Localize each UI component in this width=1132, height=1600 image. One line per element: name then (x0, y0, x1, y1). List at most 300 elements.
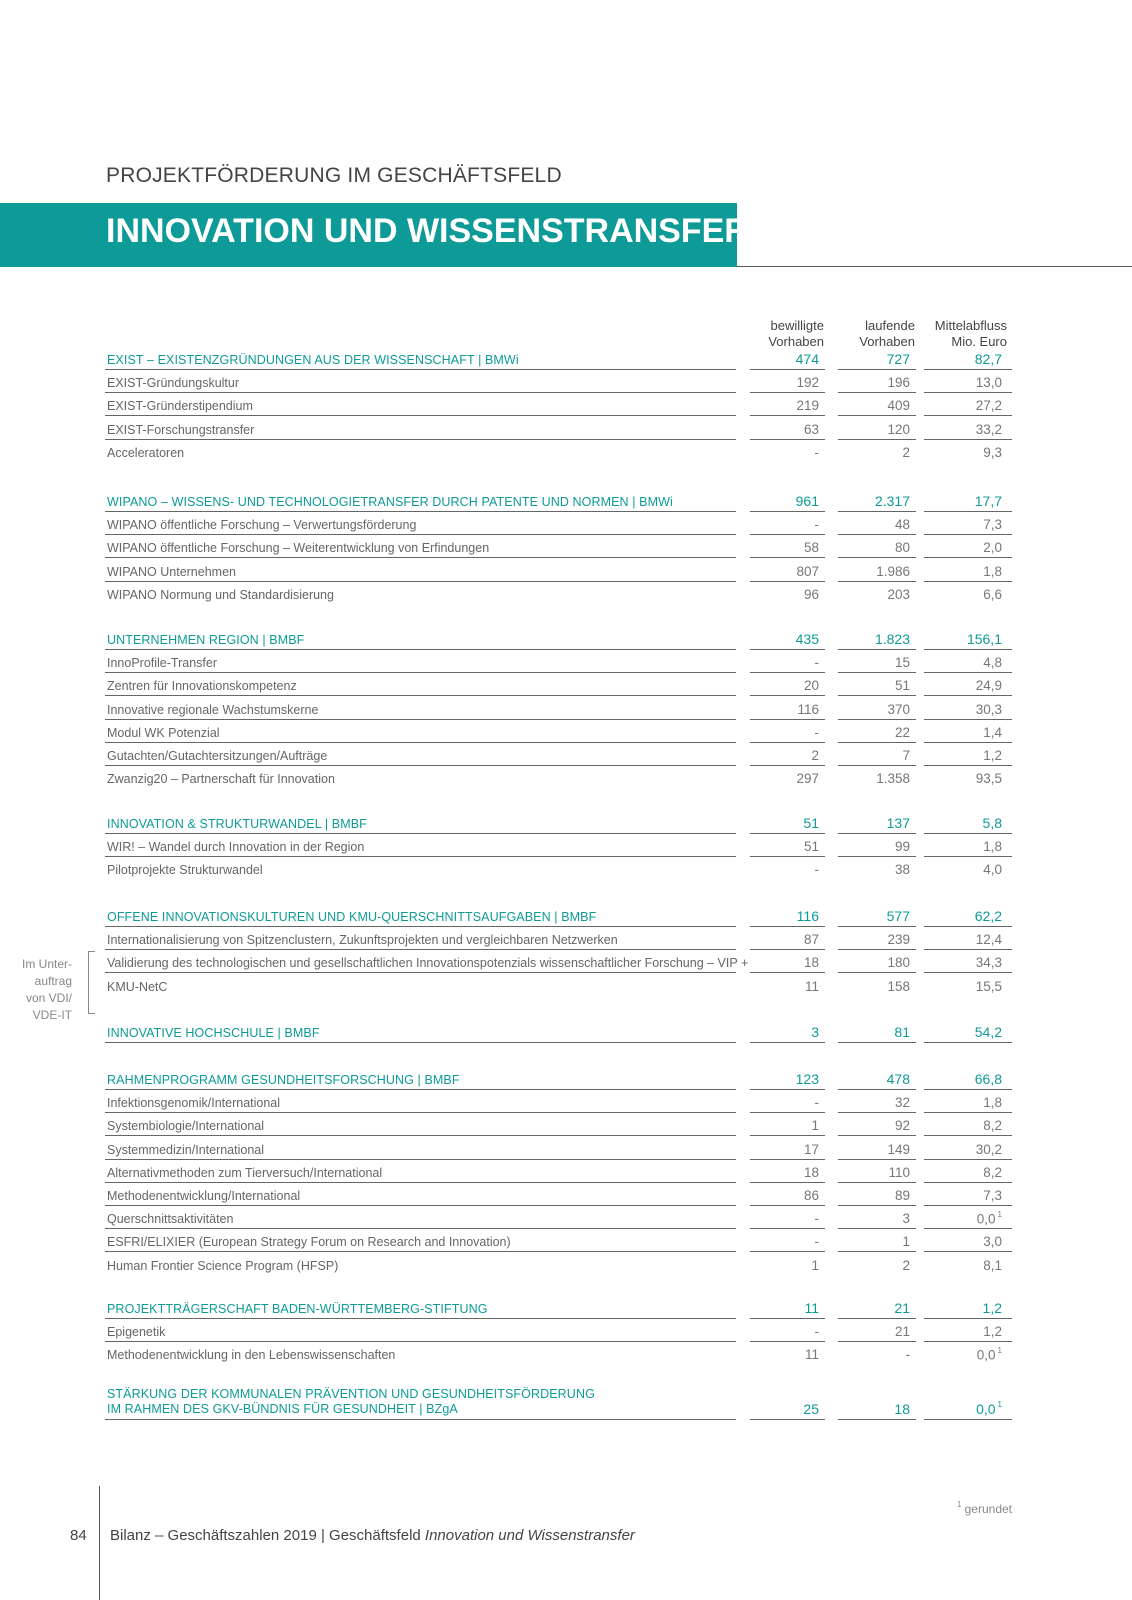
table-row (0, 417, 1132, 440)
table-cell (734, 1142, 819, 1157)
table-cell (825, 564, 910, 579)
table-row (0, 512, 1132, 535)
cell-value: 180 (887, 955, 910, 971)
cell-value: - (814, 1234, 819, 1250)
cell-value: - (814, 1095, 819, 1111)
table-row (0, 834, 1132, 857)
table-cell (734, 1118, 819, 1133)
cell-value: 12,4 (975, 932, 1002, 948)
table-cell (825, 1258, 910, 1273)
table-cell (734, 1347, 819, 1362)
cell-value: 4,8 (983, 655, 1002, 671)
cell-value: 81 (894, 1024, 910, 1040)
table-cell (825, 1211, 910, 1226)
section-total-cell (917, 1024, 1002, 1040)
table-row (0, 1137, 1132, 1160)
table-cell (825, 771, 910, 786)
footnote-text: gerundet (964, 1502, 1012, 1516)
table-cell (825, 932, 910, 947)
cell-value: 3 (811, 1024, 819, 1040)
section-title: EXIST – EXISTENZGRÜNDUNGEN AUS DER WISSENSCHAFT | BMWi (107, 353, 519, 367)
cell-value: - (814, 1324, 819, 1340)
table-cell (734, 422, 819, 437)
cell-rule (750, 1419, 825, 1420)
table-row (0, 370, 1132, 393)
footer-divider (99, 1486, 100, 1600)
section-title-line: STÄRKUNG DER KOMMUNALEN PRÄVENTION UND GESUNDHEITSFÖRDERUNG (107, 1387, 595, 1401)
side-note (10, 956, 72, 1024)
section-total-cell (734, 1300, 819, 1316)
table-cell (917, 1118, 1002, 1133)
cell-value: 409 (887, 398, 910, 414)
table-cell (825, 587, 910, 602)
row-label: WIPANO Unternehmen (107, 564, 236, 579)
table-row (0, 743, 1132, 766)
section-total-cell (734, 1024, 819, 1040)
row-label: WIPANO öffentliche Forschung – Weiterentwicklung von Erfindungen (107, 541, 490, 556)
cell-value: 192 (796, 375, 819, 391)
section-total-cell (734, 1401, 819, 1417)
table-row (0, 673, 1132, 696)
section-total-cell (917, 1300, 1002, 1316)
row-label: Infektionsgenomik/International (107, 1096, 281, 1111)
section-total-cell (825, 908, 910, 924)
table-cell (825, 1324, 910, 1339)
table-cell (734, 375, 819, 390)
section-header-row (0, 904, 1132, 927)
cell-value: 5,8 (982, 815, 1002, 831)
row-label: InnoProfile-Transfer (107, 656, 217, 671)
table-cell (825, 517, 910, 532)
section-title: WIPANO – WISSENS- UND TECHNOLOGIETRANSFER DURCH PATENTE UND NORMEN | BMWi (107, 495, 673, 509)
table-row (0, 1342, 1132, 1365)
table-row (0, 1183, 1132, 1206)
table-row (0, 1113, 1132, 1136)
cell-value: - (905, 1347, 910, 1363)
section-total-cell (734, 908, 819, 924)
cell-value: 9,3 (983, 444, 1002, 460)
cell-value: 807 (796, 563, 819, 579)
table-cell (917, 725, 1002, 740)
row-label: WIPANO öffentliche Forschung – Verwertungsförderung (107, 518, 417, 533)
cell-value: 58 (803, 540, 819, 556)
row-label: Methodenentwicklung in den Lebenswissenschaften (107, 1348, 396, 1363)
table-cell (734, 748, 819, 763)
section-total-cell (917, 493, 1002, 509)
table-cell (917, 540, 1002, 555)
cell-value: 156,1 (966, 631, 1002, 647)
cell-value: 51 (894, 678, 910, 694)
table-cell (734, 1165, 819, 1180)
section-total-cell (825, 1401, 910, 1417)
cell-value: 21 (894, 1324, 910, 1340)
cell-value: 93,5 (975, 771, 1002, 787)
table-cell (917, 702, 1002, 717)
row-label: KMU-NetC (107, 979, 168, 994)
cell-value: 99 (894, 839, 910, 855)
cell-value: 20 (803, 678, 819, 694)
section-header-row (0, 489, 1132, 512)
row-label: EXIST-Gründungskultur (107, 376, 240, 391)
cell-rule (924, 1419, 1012, 1420)
row-label: Methodenentwicklung/International (107, 1189, 301, 1203)
table-cell (917, 932, 1002, 947)
row-label: Pilotprojekte Strukturwandel (107, 863, 263, 878)
cell-value: 21 (894, 1300, 910, 1316)
cell-value: 370 (887, 701, 910, 717)
cell-value: 1,2 (983, 1324, 1002, 1340)
table-cell (825, 839, 910, 854)
section-title: UNTERNEHMEN REGION | BMBF (107, 633, 305, 647)
section-title: PROJEKTTRÄGERSCHAFT BADEN-WÜRTTEMBERG-STIFTUNG (107, 1302, 488, 1316)
cell-value: 2 (811, 748, 819, 763)
table-cell (825, 955, 910, 970)
section-total-cell (917, 908, 1002, 924)
cell-value: - (814, 517, 819, 533)
cell-value: 11 (804, 1300, 819, 1316)
cell-value: 24,9 (975, 678, 1002, 694)
table-cell (825, 1142, 910, 1157)
table-cell (825, 375, 910, 390)
table-cell (825, 1188, 910, 1203)
table-row (0, 440, 1132, 463)
table-row (0, 1160, 1132, 1183)
cell-value: 2.317 (874, 493, 910, 509)
section-total-cell (734, 631, 819, 647)
cell-value: 22 (894, 724, 910, 740)
row-label: Innovative regionale Wachstumskerne (107, 702, 319, 717)
cell-value: 33,2 (975, 421, 1002, 437)
page-number: 84 (70, 1527, 87, 1544)
row-label: Systembiologie/International (107, 1119, 265, 1134)
table-cell (734, 979, 819, 994)
cell-value: 7 (902, 748, 910, 763)
cell-value: 203 (887, 586, 910, 602)
cell-value: 6,6 (983, 586, 1002, 602)
page-title: INNOVATION UND WISSENSTRANSFER (106, 212, 749, 250)
side-note-line: Im Unter- (21, 957, 72, 971)
section-total-cell (734, 1071, 819, 1087)
cell-value: 1,8 (983, 839, 1002, 855)
row-label: Gutachten/Gutachtersitzungen/Aufträge (107, 749, 328, 763)
table-cell (917, 839, 1002, 854)
table-cell (825, 422, 910, 437)
cell-value: 0,0 (976, 1211, 996, 1227)
table-cell (734, 932, 819, 947)
section-title: INNOVATIVE HOCHSCHULE | BMBF (107, 1026, 320, 1040)
table-cell (825, 398, 910, 413)
footnote (930, 1501, 1012, 1516)
cell-value: 116 (797, 701, 819, 717)
cell-value: 17,7 (974, 493, 1002, 509)
cell-value: 1,8 (983, 563, 1002, 579)
section-header-row (0, 811, 1132, 834)
cell-value: 1,4 (983, 724, 1002, 740)
table-cell (917, 979, 1002, 994)
section-title: INNOVATION & STRUKTURWANDEL | BMBF (107, 817, 367, 831)
table-cell (825, 862, 910, 877)
row-label: Acceleratoren (107, 445, 185, 460)
section-header-row (0, 1020, 1132, 1043)
cell-value: 474 (795, 351, 819, 367)
cell-value: 1.986 (876, 563, 910, 579)
section-header-row (0, 1382, 1132, 1420)
row-label: Modul WK Potenzial (107, 725, 220, 740)
cell-value: 54,2 (974, 1024, 1002, 1040)
section-total-cell (917, 815, 1002, 831)
cell-value: 89 (894, 1188, 910, 1203)
side-note-line: von VDI/ (25, 991, 72, 1005)
cell-value: 51 (803, 815, 819, 831)
section-total-cell (917, 631, 1002, 647)
table-cell (917, 1211, 1002, 1227)
table-cell (917, 1234, 1002, 1249)
section-header-row (0, 1296, 1132, 1319)
column-header-line: Vorhaben (859, 334, 915, 349)
cell-value: 3 (902, 1211, 910, 1227)
table-cell (734, 1324, 819, 1339)
cell-value: 2 (902, 444, 910, 460)
row-label: Internationalisierung von Spitzenclustern, Zukunftsprojekten und vergleichbaren Netzwerken (107, 933, 618, 948)
row-label: ESFRI/ELIXIER (European Strategy Forum on Research and Innovation) (107, 1235, 511, 1250)
row-label: Human Frontier Science Program (HFSP) (107, 1258, 339, 1273)
table-row (0, 582, 1132, 605)
table-cell (825, 1165, 910, 1180)
table-row (0, 857, 1132, 880)
cell-value: 1,8 (983, 1095, 1002, 1111)
cell-value: 1.823 (874, 631, 910, 647)
section-total-cell (825, 1024, 910, 1040)
cell-value: - (814, 655, 819, 671)
cell-value: 34,3 (975, 955, 1002, 971)
table-cell (917, 1258, 1002, 1273)
table-cell (917, 1347, 1002, 1363)
cell-value: 435 (795, 631, 819, 647)
column-header-line: Mio. Euro (951, 334, 1007, 349)
section-header-row (0, 1067, 1132, 1090)
cell-value: 82,7 (974, 351, 1002, 367)
table-row (0, 1229, 1132, 1252)
table-cell (734, 862, 819, 877)
table-cell (825, 725, 910, 740)
cell-value: 158 (887, 978, 910, 994)
table-cell (734, 1188, 819, 1203)
footer-text (110, 1527, 635, 1544)
table-cell (917, 564, 1002, 579)
row-rule (105, 1419, 736, 1420)
row-label: Querschnittsaktivitäten (107, 1212, 234, 1227)
table-cell (734, 1234, 819, 1249)
table-row (0, 927, 1132, 950)
cell-value: 62,2 (974, 908, 1002, 924)
cell-value: 1,2 (983, 748, 1002, 763)
cell-value: 1 (902, 1234, 910, 1250)
cell-value: 2,0 (983, 540, 1002, 556)
table-row (0, 1090, 1132, 1113)
cell-value: 219 (796, 398, 819, 414)
cell-value: 15 (894, 655, 910, 671)
column-header-line: laufende (865, 318, 915, 333)
cell-value: 87 (803, 932, 819, 948)
table-cell (734, 955, 819, 970)
cell-value: 92 (894, 1118, 910, 1134)
table-row (0, 766, 1132, 789)
table-cell (734, 678, 819, 693)
column-header-line: Mittelabfluss (934, 318, 1007, 333)
cell-value: - (814, 724, 819, 740)
table-cell (825, 748, 910, 763)
section-total-cell (825, 1071, 910, 1087)
row-label: Systemmedizin/International (107, 1142, 265, 1157)
cell-value: 96 (803, 586, 819, 602)
section-total-cell (734, 815, 819, 831)
table-row (0, 950, 1132, 973)
cell-value: 110 (888, 1164, 910, 1180)
cell-value: 18 (803, 955, 819, 971)
table-row (0, 393, 1132, 416)
table-row (0, 720, 1132, 743)
section-total-cell (825, 815, 910, 831)
table-row (0, 1206, 1132, 1229)
section-title-line: IM RAHMEN DES GKV-BÜNDNIS FÜR GESUNDHEIT | BZgA (107, 1402, 458, 1416)
cell-rule (750, 1042, 825, 1043)
cell-value: 239 (887, 932, 910, 948)
row-label: Zentren für Innovationskompetenz (107, 679, 297, 694)
table-row (0, 1319, 1132, 1342)
cell-value: 0,0 (976, 1401, 996, 1417)
cell-value: 18 (803, 1164, 819, 1180)
table-cell (917, 1324, 1002, 1339)
cell-value: 48 (894, 517, 910, 533)
row-label: WIR! – Wandel durch Innovation in der Region (107, 840, 365, 855)
table-cell (734, 445, 819, 460)
table-cell (734, 564, 819, 579)
cell-value: 8,2 (983, 1118, 1002, 1134)
section-total-cell (825, 631, 910, 647)
side-note-bracket (88, 951, 95, 1014)
cell-value: 196 (887, 375, 910, 391)
row-label: Alternativmethoden zum Tierversuch/International (107, 1165, 383, 1180)
table-row (0, 697, 1132, 720)
cell-value: 1 (811, 1257, 819, 1273)
row-label: EXIST-Gründerstipendium (107, 399, 253, 414)
table-cell (734, 839, 819, 854)
table-cell (825, 445, 910, 460)
table-cell (917, 517, 1002, 532)
footnote-mark: 1 (956, 1500, 962, 1509)
cell-value: 0,0 (976, 1347, 996, 1363)
row-label: Zwanzig20 – Partnerschaft für Innovation (107, 772, 335, 787)
table-cell (917, 955, 1002, 970)
cell-rule (838, 1419, 916, 1420)
cell-value: 11 (804, 978, 819, 994)
cell-value: 961 (795, 493, 819, 509)
side-note-line: VDE-IT (32, 1008, 72, 1022)
table-cell (734, 655, 819, 670)
table-row (0, 559, 1132, 582)
section-total-cell (734, 351, 819, 367)
section-title (107, 1387, 737, 1417)
table-cell (917, 748, 1002, 763)
table-cell (825, 1095, 910, 1110)
table-cell (734, 398, 819, 413)
cell-value: 297 (796, 771, 819, 787)
table-cell (734, 540, 819, 555)
table-cell (917, 398, 1002, 413)
table-cell (825, 655, 910, 670)
section-total-cell (917, 351, 1002, 367)
table-cell (917, 1188, 1002, 1203)
table-row (0, 1253, 1132, 1276)
table-cell (734, 1211, 819, 1226)
cell-value: 38 (894, 862, 910, 878)
cell-value: 137 (886, 815, 910, 831)
cell-value: 8,2 (983, 1164, 1002, 1180)
table-cell (917, 655, 1002, 670)
cell-value: - (814, 862, 819, 878)
footer-text-italic: Innovation und Wissenstransfer (424, 1527, 635, 1544)
table-cell (734, 771, 819, 786)
table-cell (825, 678, 910, 693)
table-cell (917, 587, 1002, 602)
table-cell (917, 771, 1002, 786)
cell-value: 18 (894, 1401, 910, 1417)
table-cell (917, 422, 1002, 437)
section-title: RAHMENPROGRAMM GESUNDHEITSFORSCHUNG | BMBF (107, 1073, 460, 1087)
table-cell (734, 1095, 819, 1110)
table-cell (825, 979, 910, 994)
cell-value: 30,3 (975, 701, 1002, 717)
table-row (0, 974, 1132, 997)
cell-value: 63 (803, 421, 819, 437)
table-cell (917, 1095, 1002, 1110)
table-cell (917, 445, 1002, 460)
cell-value: 7,3 (983, 517, 1002, 533)
cell-value: 116 (796, 908, 819, 924)
cell-value: 478 (886, 1071, 910, 1087)
cell-value: 17 (803, 1141, 819, 1157)
cell-value: 120 (887, 421, 910, 437)
cell-value: 149 (887, 1141, 910, 1157)
footnote-mark: 1 (997, 1209, 1002, 1219)
column-header-line: Vorhaben (768, 334, 824, 349)
table-row (0, 535, 1132, 558)
section-total-cell (917, 1401, 1002, 1417)
cell-value: - (814, 1211, 819, 1227)
table-cell (825, 1118, 910, 1133)
table-cell (825, 1234, 910, 1249)
footer-text-main: Bilanz – Geschäftszahlen 2019 | Geschäftsfeld (110, 1527, 425, 1544)
cell-value: 1.358 (876, 771, 910, 787)
table-cell (917, 1165, 1002, 1180)
table-cell (734, 587, 819, 602)
table-cell (917, 862, 1002, 877)
cell-value: 4,0 (983, 862, 1002, 878)
cell-rule (838, 1042, 916, 1043)
table-cell (734, 517, 819, 532)
table-cell (917, 375, 1002, 390)
cell-value: 7,3 (983, 1188, 1002, 1203)
cell-value: 15,5 (975, 978, 1002, 994)
cell-value: 86 (803, 1188, 819, 1203)
cell-value: 27,2 (975, 398, 1002, 414)
section-header-row (0, 347, 1132, 370)
cell-value: 32 (894, 1095, 910, 1111)
footnote-mark: 1 (997, 1400, 1002, 1410)
cell-value: 1,2 (982, 1300, 1002, 1316)
cell-value: 727 (886, 351, 910, 367)
table-row (0, 650, 1132, 673)
